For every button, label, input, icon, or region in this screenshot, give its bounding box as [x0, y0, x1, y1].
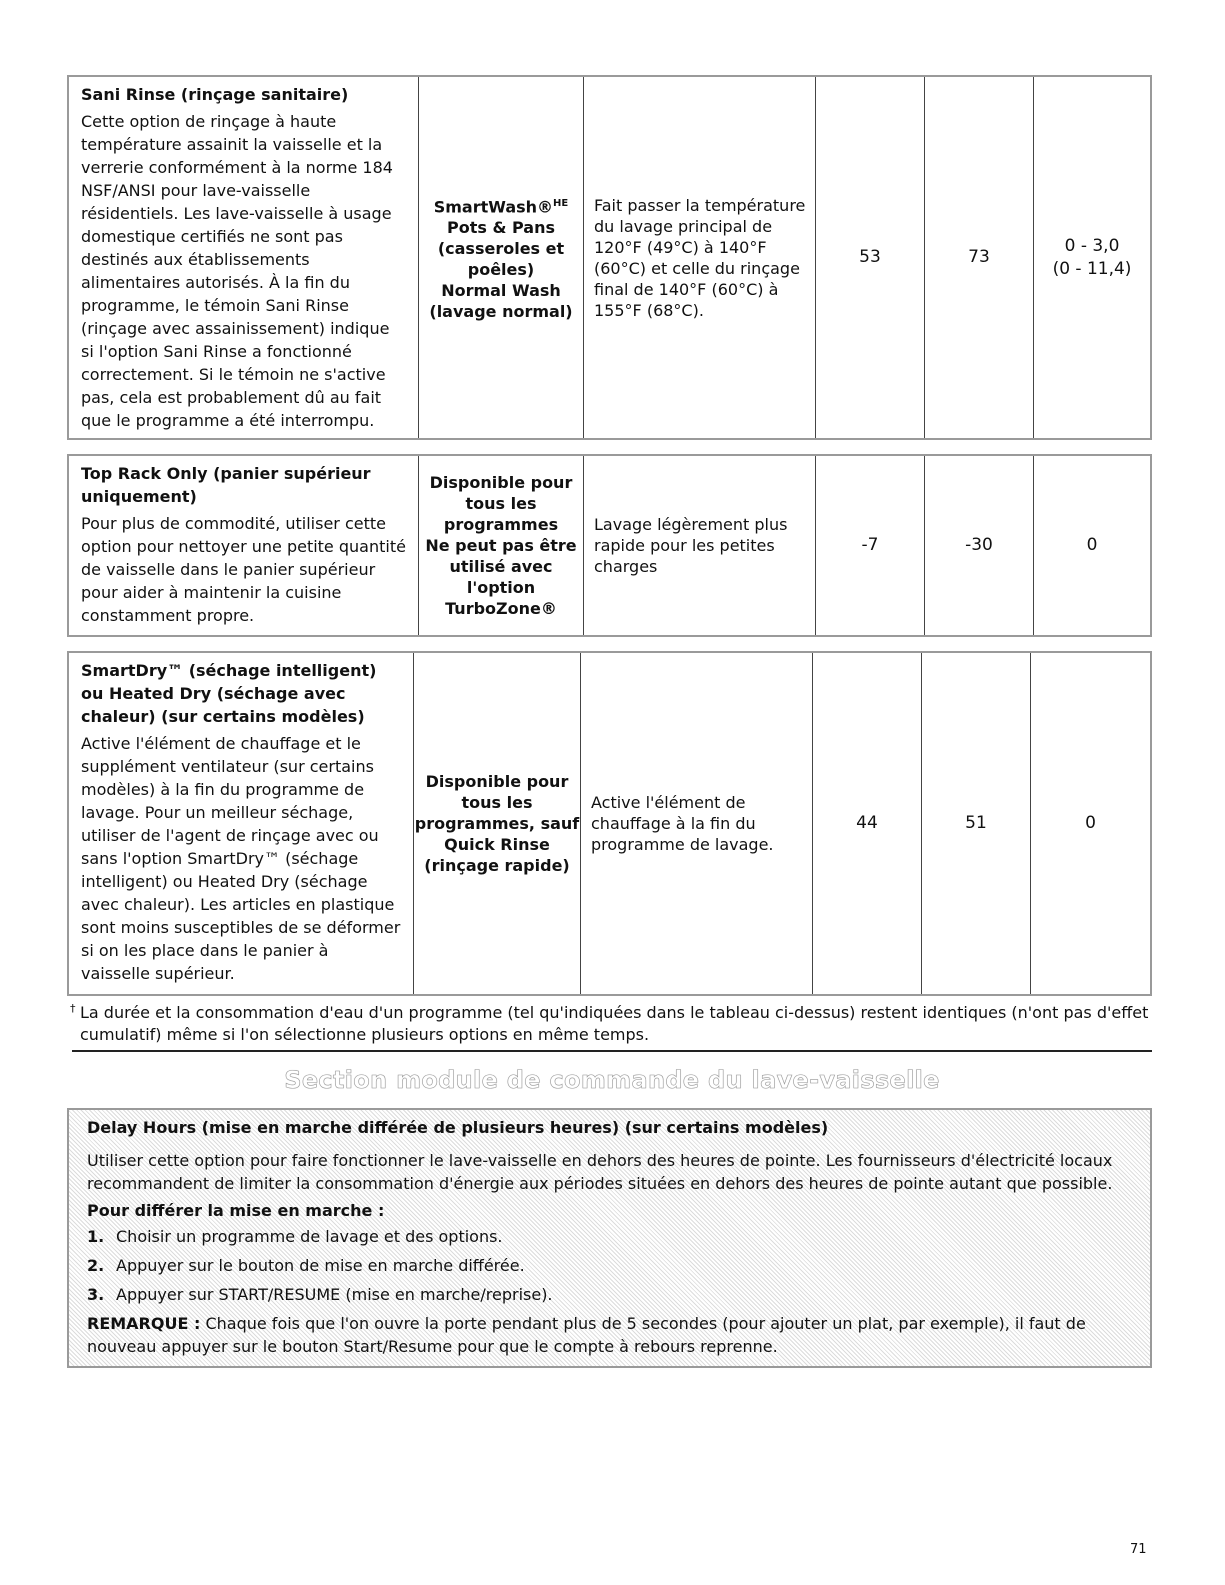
list-item — [87, 1225, 1132, 1248]
note-text: Chaque fois que l'on ouvre la porte pendant plus de 5 secondes (pour ajouter un plat, par exemple), il faut de nouveau appuyer sur le bouton Start/Resume pour que le compte à rebours reprenne. — [87, 1314, 1086, 1356]
value-cell — [816, 456, 925, 635]
step-number: 1. — [87, 1227, 105, 1246]
footnote-text: La durée et la consommation d'eau d'un programme (tel qu'indiquées dans le tableau ci-dessus) restent identiques (n'ont pas d'effet cumulatif) même si l'on sélectionne plusieurs options en même temps. — [80, 1003, 1149, 1044]
value-cell — [925, 456, 1034, 635]
value-cell — [816, 77, 925, 438]
availability-cell — [419, 456, 584, 635]
value-2: 73 — [968, 247, 990, 267]
note — [87, 1312, 1132, 1358]
value-cell — [925, 77, 1034, 438]
delay-hours-box — [67, 1108, 1152, 1368]
note-label: REMARQUE : — [87, 1314, 201, 1333]
effect-text: Lavage légèrement plus rapide pour les petites charges — [594, 515, 788, 576]
value-3: 0 — [1085, 813, 1096, 833]
step-text: Appuyer sur le bouton de mise en marche différée. — [116, 1256, 525, 1275]
availability-sup: HE — [553, 197, 569, 209]
value-cell — [1034, 77, 1150, 438]
step-text: Appuyer sur START/RESUME (mise en marche/reprise). — [116, 1285, 553, 1304]
value-2: -30 — [965, 535, 993, 555]
step-number: 3. — [87, 1285, 105, 1304]
availability-main: SmartWash® — [433, 197, 554, 217]
delay-subheading: Pour différer la mise en marche : — [87, 1201, 385, 1220]
effect-text: Active l'élément de chauffage à la fin du programme de lavage. — [591, 793, 774, 854]
option-cell — [69, 77, 419, 438]
option-cell — [69, 653, 414, 994]
divider — [72, 1050, 1152, 1052]
effect-text: Fait passer la température du lavage principal de 120°F (49°C) à 140°F (60°C) et celle du rinçage final de 140°F (60°C) à 155°F (68°C). — [594, 195, 806, 320]
availability-cell — [414, 653, 581, 994]
value-cell — [1034, 456, 1150, 635]
option-title: SmartDry™ (séchage intelligent) ou Heated Dry (séchage avec chaleur) (sur certains modèles) — [81, 661, 377, 726]
option-title: Sani Rinse (rinçage sanitaire) — [81, 85, 349, 104]
page-number: 71 — [1130, 1542, 1147, 1557]
delay-intro: Utiliser cette option pour faire fonctionner le lave-vaisselle en dehors des heures de pointe. Les fournisseurs d'électricité locaux recommandent de limiter la consommation d'énergie aux périodes situées en dehors des heures de pointe autant que possible. — [87, 1151, 1113, 1193]
table-row — [67, 651, 1152, 996]
value-1: -7 — [861, 535, 879, 555]
availability-cell — [419, 77, 584, 438]
value-1: 44 — [856, 813, 878, 833]
effect-cell — [584, 77, 816, 438]
value-cell — [922, 653, 1031, 994]
footnote-mark: † — [70, 1002, 76, 1015]
value-3: 0 — [1086, 535, 1098, 555]
value-cell — [1031, 653, 1150, 994]
step-text: Choisir un programme de lavage et des options. — [116, 1227, 503, 1246]
option-cell — [69, 456, 419, 635]
availability-text: Disponible pour tous les programmes, sauf Quick Rinse (rinçage rapide) — [414, 772, 580, 875]
list-item — [87, 1283, 1132, 1306]
effect-cell — [584, 456, 816, 635]
value-2: 51 — [965, 813, 987, 833]
value-1: 53 — [859, 247, 881, 267]
step-list — [87, 1225, 1132, 1306]
table-row — [67, 75, 1152, 440]
section-title: Section module de commande du lave-vaisselle — [284, 1066, 940, 1094]
footnote — [72, 1002, 1152, 1046]
availability-text — [429, 193, 572, 322]
table-row — [67, 454, 1152, 637]
availability-rest: Pots & Pans (casseroles et poêles) Normal Wash (lavage normal) — [429, 218, 573, 322]
value-cell — [813, 653, 922, 994]
option-title: Top Rack Only (panier supérieur uniquement) — [81, 464, 371, 506]
list-item — [87, 1254, 1132, 1277]
option-description: Cette option de rinçage à haute température assainit la vaisselle et la verrerie conformément à la norme 184 NSF/ANSI pour lave-vaisselle résidentiels. Les lave-vaisselle à usage domestique certifiés ne sont pas destinés aux établissements alimentaires autorisés. À la fin du programme, le témoin Sani Rinse (rinçage avec assainissement) indique si l'option Sani Rinse a fonctionné correctement. Si le témoin ne s'active pas, cela est probablement dû au fait que le programme a été interrompu. — [81, 112, 393, 430]
value-3: 0 - 3,0 (0 - 11,4) — [1052, 235, 1132, 279]
step-number: 2. — [87, 1256, 105, 1275]
effect-cell — [581, 653, 813, 994]
option-description: Pour plus de commodité, utiliser cette option pour nettoyer une petite quantité de vaisselle dans le panier supérieur pour aider à maintenir la cuisine constamment propre. — [81, 514, 406, 625]
option-description: Active l'élément de chauffage et le supplément ventilateur (sur certains modèles) à la fin du programme de lavage. Pour un meilleur séchage, utiliser de l'agent de rinçage avec ou sans l'option SmartDry™ (séchage intelligent) ou Heated Dry (séchage avec chaleur). Les articles en plastique sont moins susceptibles de se déformer si on les place dans le panier à vaisselle supérieur. — [81, 734, 401, 983]
availability-text: Disponible pour tous les programmes Ne peut pas être utilisé avec l'option TurboZone® — [425, 473, 577, 618]
delay-title: Delay Hours (mise en marche différée de plusieurs heures) (sur certains modèles) — [87, 1118, 829, 1137]
